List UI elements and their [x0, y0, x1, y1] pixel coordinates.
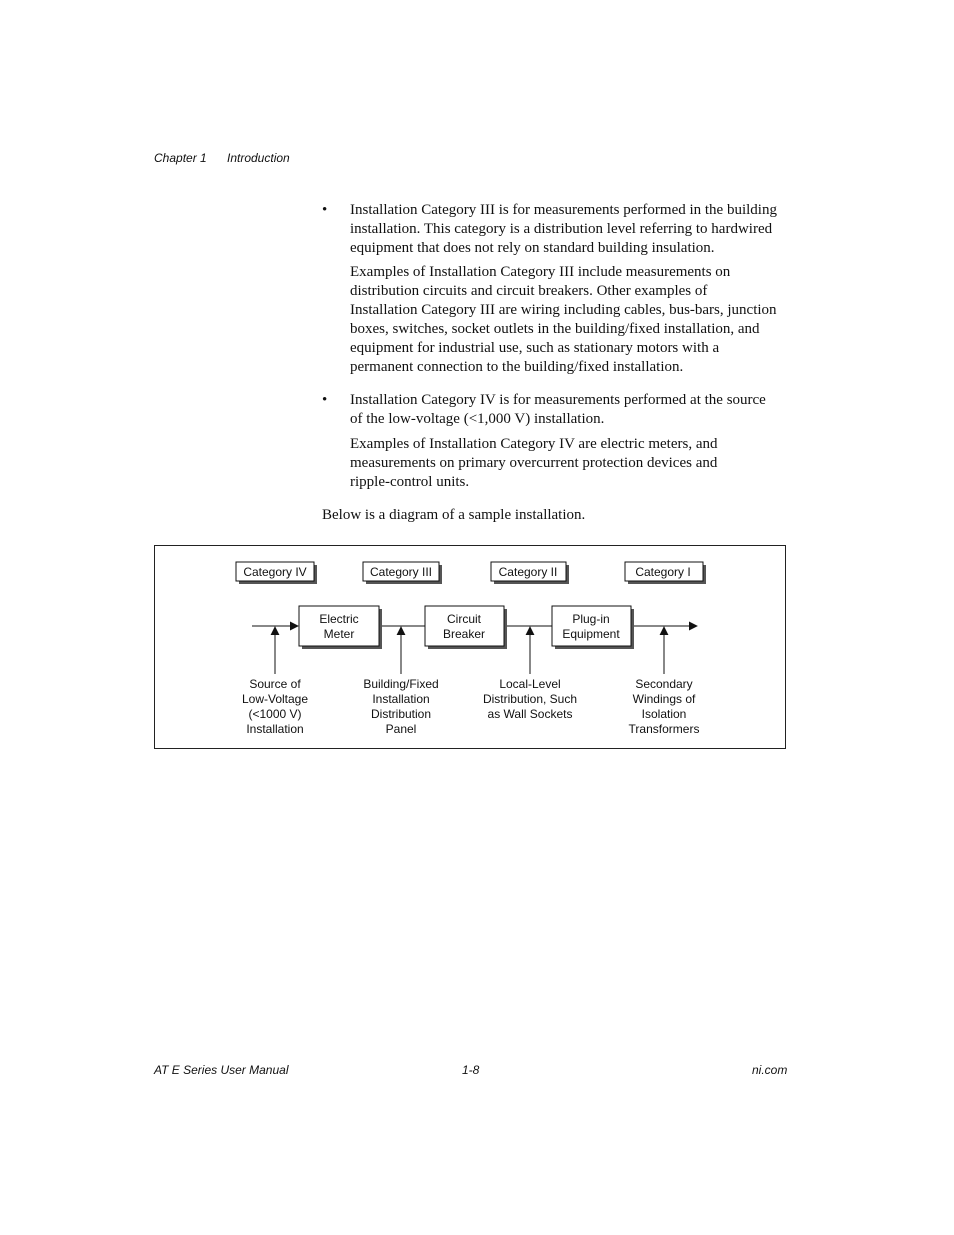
- svg-text:Plug-in: Plug-in: [572, 612, 610, 626]
- caption-source: [242, 677, 308, 736]
- example-paragraph: Examples of Installation Category IV are electric meters, and measurements on primary overcurrent protection devices and ripple-control units.: [350, 436, 718, 490]
- svg-text:Panel: Panel: [385, 722, 417, 736]
- svg-text:Category IV: Category IV: [243, 565, 307, 579]
- diagram-intro: Below is a diagram of a sample installation.: [322, 507, 586, 523]
- footer-manual-title: AT E Series User Manual: [154, 1063, 289, 1077]
- installation-diagram: [154, 545, 786, 749]
- svg-text:Low-Voltage: Low-Voltage: [241, 692, 309, 706]
- running-header-section: Introduction: [227, 151, 290, 165]
- category-iii-label: [363, 562, 442, 584]
- svg-text:Category I: Category I: [635, 565, 691, 579]
- svg-text:Source of: Source of: [249, 677, 301, 691]
- category-ii-label: [491, 562, 569, 584]
- svg-text:Transformers: Transformers: [628, 722, 700, 736]
- svg-text:Equipment: Equipment: [562, 627, 620, 641]
- bullet-paragraph: Installation Category III is for measurements performed in the building installation. This category is a distribution level referring to hardwired equipment that does not rely on standard building insulation.: [350, 202, 777, 256]
- svg-text:Breaker: Breaker: [442, 627, 486, 641]
- svg-text:Category II: Category II: [498, 565, 558, 579]
- svg-text:Windings of: Windings of: [632, 692, 696, 706]
- category-i-label: [625, 562, 706, 584]
- svg-text:Building/Fixed: Building/Fixed: [363, 677, 439, 691]
- bullet-paragraph: Installation Category IV is for measurements performed at the source of the low-voltage (<1,000 V) installation.: [350, 392, 766, 427]
- electric-meter-block: [299, 606, 382, 649]
- bullet-marker: •: [322, 202, 328, 218]
- svg-text:Isolation: Isolation: [641, 707, 687, 721]
- svg-text:Local-Level: Local-Level: [499, 677, 561, 691]
- footer-page-number: 1-8: [462, 1063, 480, 1077]
- example-paragraph: Examples of Installation Category III include measurements on distribution circuits and circuit breakers. Other examples of Installation Category III are wiring including cables, bus-bars, junction boxes, switches, socket outlets in the building/fixed installation, and equipment for industrial use, such as stationary motors with a permanent connection to the building/fixed installation.: [350, 264, 777, 375]
- svg-text:Installation: Installation: [246, 722, 304, 736]
- caption-local-level: [483, 677, 577, 721]
- svg-text:Electric: Electric: [319, 612, 359, 626]
- caption-distribution-panel: [363, 677, 438, 736]
- svg-text:(<1000 V): (<1000 V): [248, 707, 302, 721]
- svg-text:Secondary: Secondary: [635, 677, 693, 691]
- svg-text:Distribution, Such: Distribution, Such: [482, 692, 578, 706]
- svg-text:Distribution: Distribution: [370, 707, 432, 721]
- footer-website: ni.com: [752, 1063, 788, 1077]
- plug-in-equipment-block: [552, 606, 634, 649]
- caption-secondary-windings: [629, 677, 700, 736]
- category-iv-label: [236, 562, 317, 584]
- svg-text:Circuit: Circuit: [446, 612, 482, 626]
- running-header-chapter: Chapter 1: [154, 151, 207, 165]
- svg-text:Installation: Installation: [372, 692, 430, 706]
- svg-text:Category III: Category III: [369, 565, 433, 579]
- svg-text:Meter: Meter: [323, 627, 355, 641]
- circuit-breaker-block: [425, 606, 507, 649]
- svg-text:as Wall Sockets: as Wall Sockets: [487, 707, 573, 721]
- bullet-marker: •: [322, 392, 328, 408]
